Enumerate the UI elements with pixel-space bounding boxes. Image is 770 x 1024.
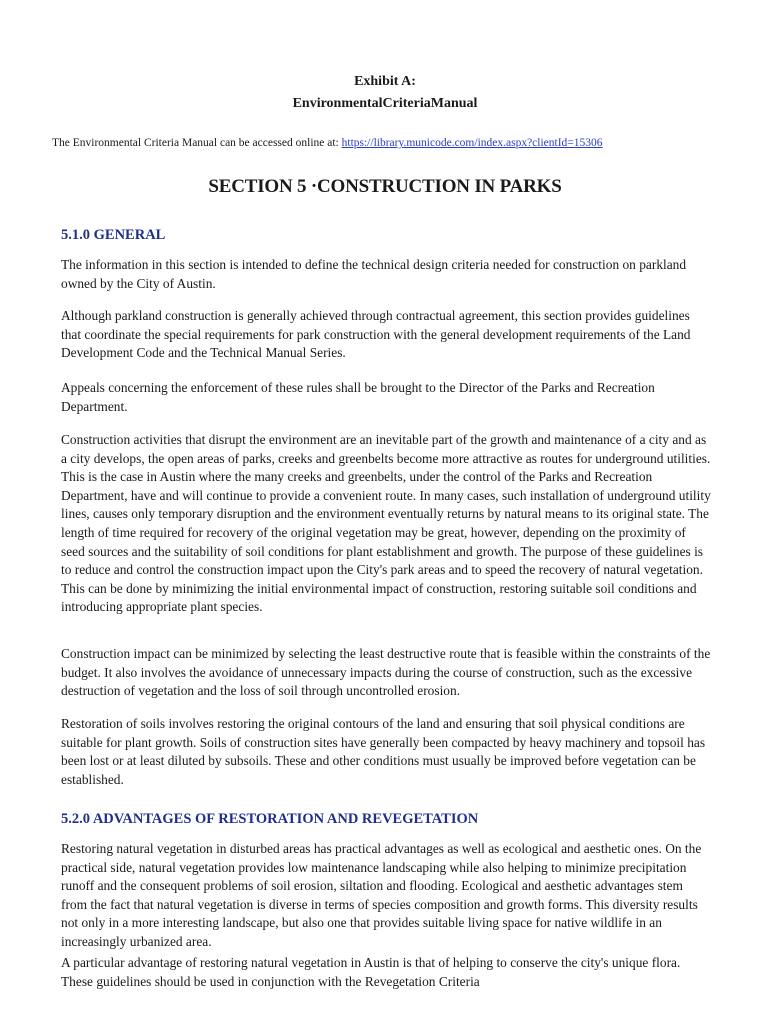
access-line [52, 137, 603, 149]
paragraph-general-6: Restoration of soils involves restoring the original contours of the land and ensuring that soil physical conditions are suitable for plant growth. Soils of construction sites have generally been compacted by heavy machinery and topsoil has been lost or at least diluted by subsoils. These and other conditions must usually be improved before vegetation can be established. [61, 716, 706, 787]
paragraph-general-3: Appeals concerning the enforcement of these rules shall be brought to the Director of the Parks and Recreation Department. [61, 380, 655, 414]
heading-advantages: 5.2.0 ADVANTAGES OF RESTORATION AND REVEGETATION [61, 811, 479, 827]
paragraph-general-2: Although parkland construction is generally achieved through contractual agreement, this section provides guidelines that coordinate the special requirements for park construction with the general development requirements of the Land Development Code and the Technical Manual Series. [61, 308, 691, 361]
paragraph-general-1: The information in this section is intended to define the technical design criteria needed for construction on parkland owned by the City of Austin. [61, 257, 687, 291]
access-text: The Environmental Criteria Manual can be accessed online at: [52, 137, 339, 149]
exhibit-header [0, 74, 770, 112]
section-title: SECTION 5 ·CONSTRUCTION IN PARKS [208, 176, 562, 197]
exhibit-title: Exhibit A: [354, 74, 416, 89]
exhibit-subtitle: EnvironmentalCriteriaManual [292, 96, 478, 111]
paragraph-advantages-2: A particular advantage of restoring natural vegetation in Austin is that of helping to conserve the city's unique flora. These guidelines should be used in conjunction with the Revegetation Criteria [61, 955, 681, 989]
paragraph-general-5: Construction impact can be minimized by selecting the least destructive route that is feasible within the constraints of the budget. It also involves the avoidance of unnecessary impacts during the course of construction, such as the excessive destruction of vegetation and the loss of soil through uncontrolled erosion. [61, 646, 711, 699]
heading-general: 5.1.0 GENERAL [61, 227, 166, 243]
paragraph-general-4: Construction activities that disrupt the environment are an inevitable part of the growth and maintenance of a city and as a city develops, the open areas of parks, creeks and greenbelts become more attractive as routes for underground utilities. This is the case in Austin where the many creeks and greenbelts, under the control of the Parks and Recreation Department, have and will continue to provide a convenient route. In many cases, such installation of underground utility lines, causes only temporary disruption and the environment eventually returns by natural means to its original state. The length of time required for recovery of the original vegetation may be great, however, depending on the proximity of seed sources and the suitability of soil conditions for plant establishment and growth. The purpose of these guidelines is to reduce and control the construction impact upon the City's park areas and to speed the recovery of natural vegetation. This can be done by minimizing the initial environmental impact of construction, restoring suitable soil conditions and introducing appropriate plant species. [61, 432, 711, 615]
paragraph-advantages-1: Restoring natural vegetation in disturbed areas has practical advantages as well as ecological and aesthetic ones. On the practical side, natural vegetation provides low maintenance landscaping while also helping to minimize precipitation runoff and the consequent problems of soil erosion, siltation and flooding. Ecological and aesthetic advantages stem from the fact that natural vegetation is diverse in terms of species composition and growth forms. This diversity results not only in a more interesting landscape, but also one that provides suitable living space for native wildlife in an increasingly urbanized area. [61, 841, 702, 949]
manual-link[interactable]: https://library.municode.com/index.aspx?clientId=15306 [341, 137, 603, 149]
